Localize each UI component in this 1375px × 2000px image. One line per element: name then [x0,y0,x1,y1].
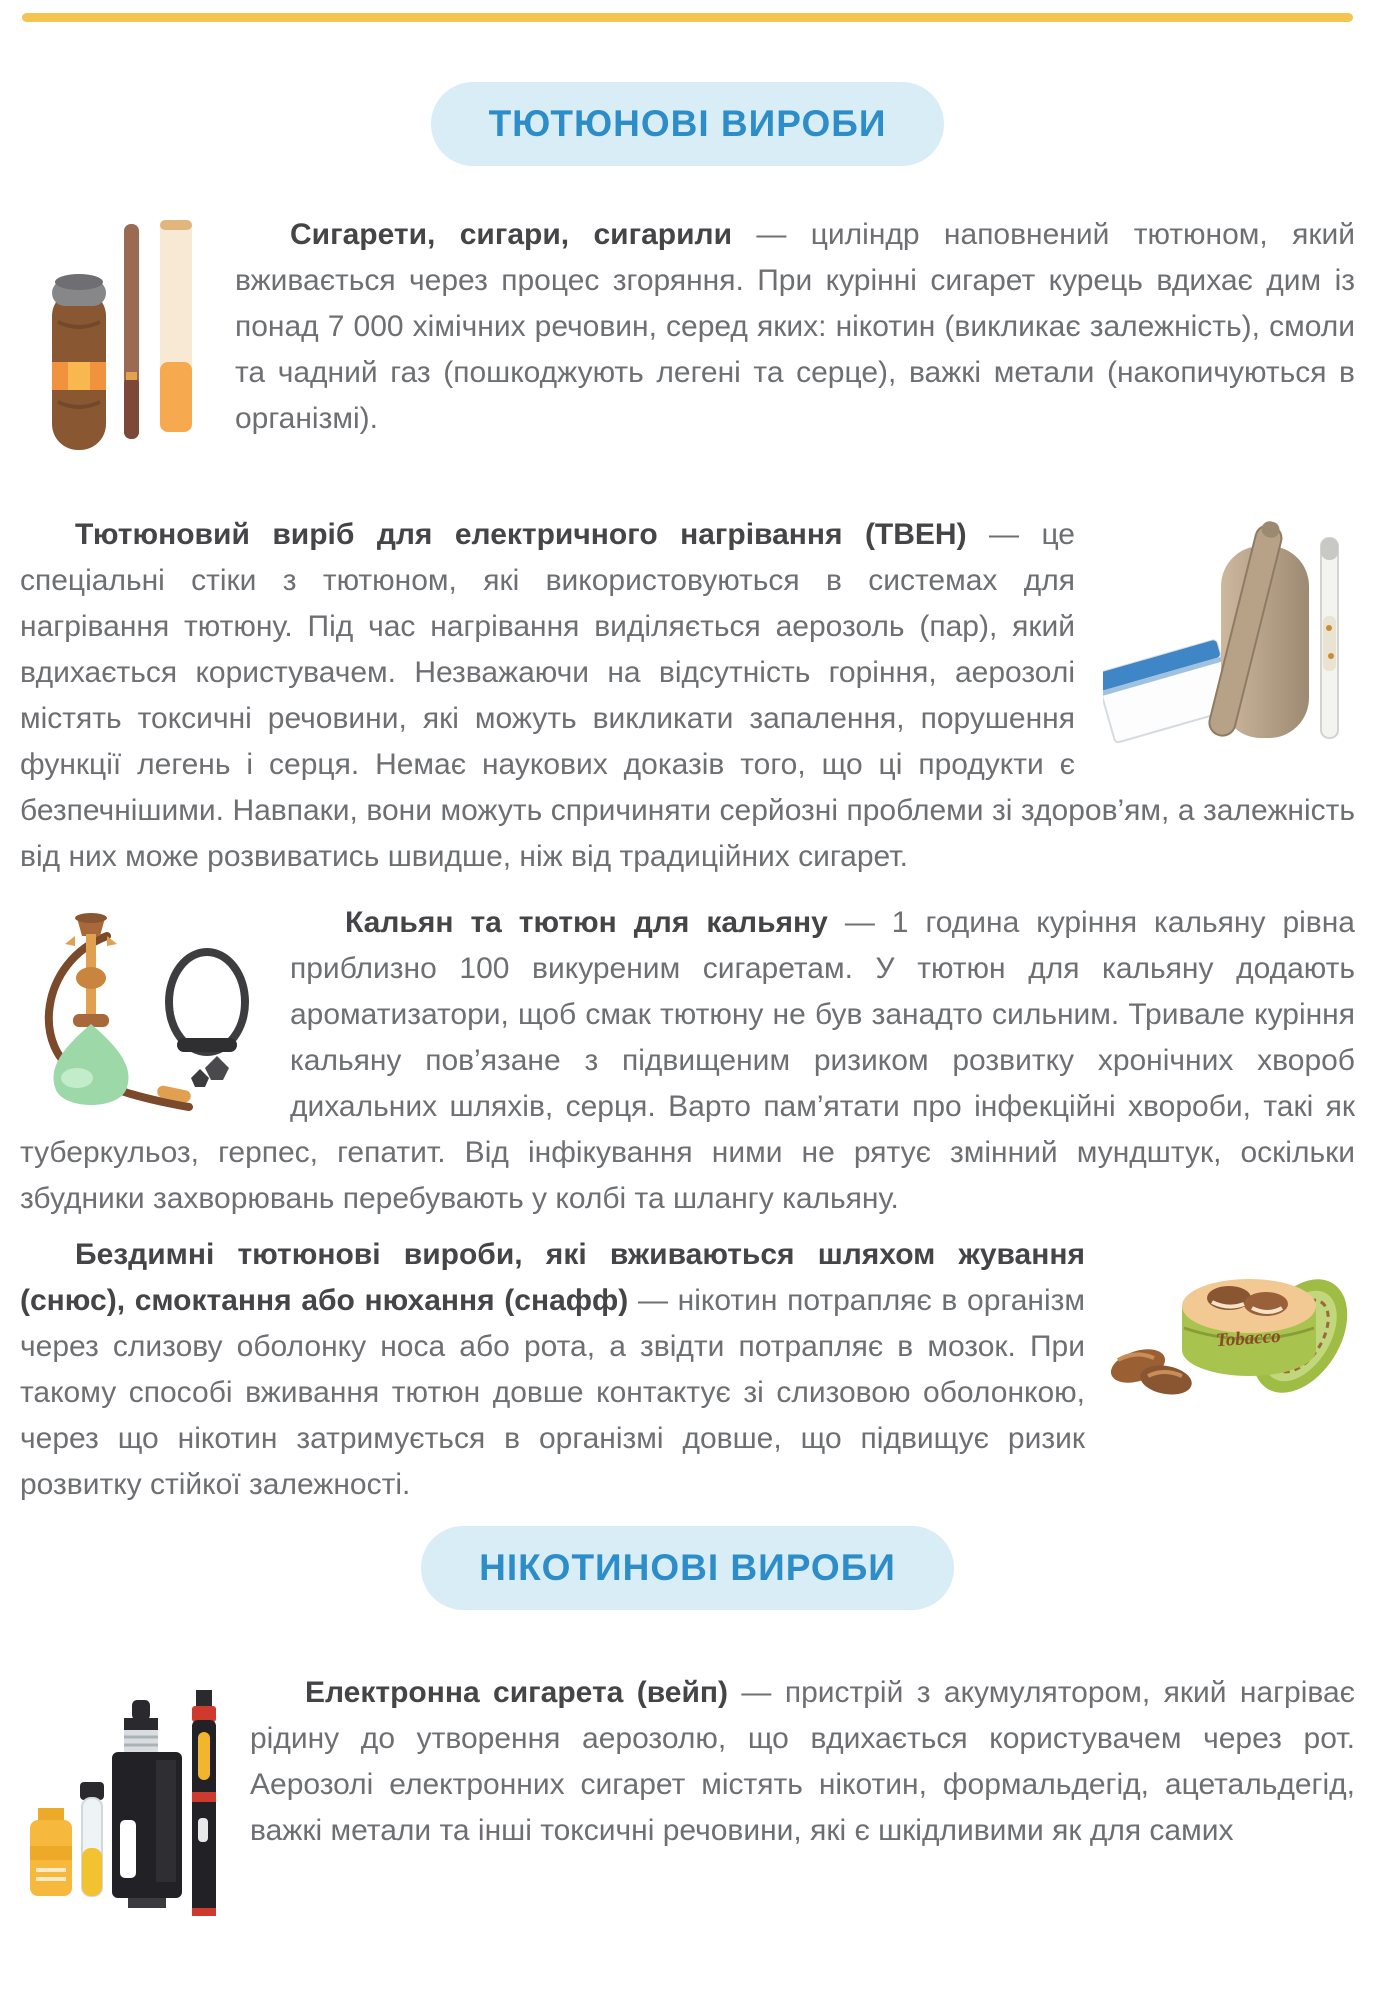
paragraph-hookah [20,900,1355,1222]
snus-tin-icon [1104,1240,1349,1408]
paragraph-lead: Тютюновий виріб для електричного нагрівання (ТВЕН) [75,518,967,551]
paragraph-lead: Кальян та тютюн для кальяну [345,906,828,939]
hookah-icon [29,910,269,1115]
page-content [20,0,1355,1930]
paragraph-heated-tobacco [20,512,1355,880]
paragraph-lead: Бездимні тютюнові вироби, які вживаються шляхом жування (снюс), смоктання або нюхання (снафф) [20,1238,1085,1317]
vape-icon [28,1680,224,1920]
section-heading-nicotine-products: НІКОТИНОВІ ВИРОБИ [421,1526,954,1610]
paragraph-body: — це спеціальні стіки з тютюном, які використовуються в системах для нагрівання тютюну. Під час нагрівання виділяється аерозоль (пар), який вдихається користувачем. Незважаючи на відсутність горіння, аерозолі містять токсичні речовини, які можуть викликати запалення, порушення функції легень і серця. Немає наукових доказів того, що ці продукти є безпечнішими. Навпаки, вони можуть спричиняти серйозні проблеми зі здоров’ям, а залежність від них може розвиватись швидше, ніж від традиційних сигарет. [20,518,1355,873]
heated-tobacco-device-illustration [1090,512,1355,772]
paragraph-body: — пристрій з акумулятором, який нагріває рідину до утворення аерозолю, що вдихається користувачем через рот. Аерозолі електронних сигарет містять нікотин, формальдегід, ацетальдегід, важкі метали та інші токсичні речовини, які є шкідливими як для самих [250,1676,1355,1847]
paragraph-cigarettes [20,212,1355,488]
heated-tobacco-device-icon [1103,516,1343,766]
paragraph-body: — циліндр наповнений тютюном, який вживається через процес згоряння. При курінні сигарет курець вдихає дим із понад 7 000 хімічних речовин, серед яких: нікотин (викликає залежність), смоли та чадний газ (пошкоджують легені та серце), важкі метали (накопичуються в організмі). [235,218,1355,435]
paragraph-lead: Сигарети, сигари, сигарили [290,218,733,251]
snus-tin-label: Tobacco [1214,1325,1281,1352]
cigar-cigarillo-cigarette-illustration [20,212,220,488]
cigar-cigarillo-cigarette-icon [38,212,203,462]
paragraph-lead: Електронна сигарета (вейп) [305,1676,729,1709]
hookah-illustration [20,900,278,1128]
vape-illustration [20,1670,232,1930]
paragraph-smokeless-tobacco [20,1232,1355,1508]
paragraph-vape [20,1670,1355,1930]
snus-tin-illustration [1097,1232,1355,1418]
paragraph-body: — нікотин потрапляє в організм через слизову оболонку носа або рота, а звідти потрапляє в мозок. При такому способі вживання тютюн довше контактує зі слизовою оболонкою, через що нікотин затримується в організмі довше, що підвищує ризик розвитку стійкої залежності. [20,1284,1085,1501]
section-heading-tobacco-products: ТЮТЮНОВІ ВИРОБИ [431,82,945,166]
paragraph-body: — 1 година куріння кальяну рівна приблизно 100 викуреним сигаретам. У тютюн для кальяну додають ароматизатори, щоб смак тютюну не був занадто сильним. Тривале куріння кальяну пов’язане з підвищеним ризиком розвитку хронічних хвороб дихальних шляхів, серця. Варто пам’ятати про інфекційні хвороби, такі як туберкульоз, герпес, гепатит. Від інфікування ними не рятує змінний мундштук, оскільки збудники захворювань перебувають у колбі та шлангу кальяну. [20,906,1355,1215]
